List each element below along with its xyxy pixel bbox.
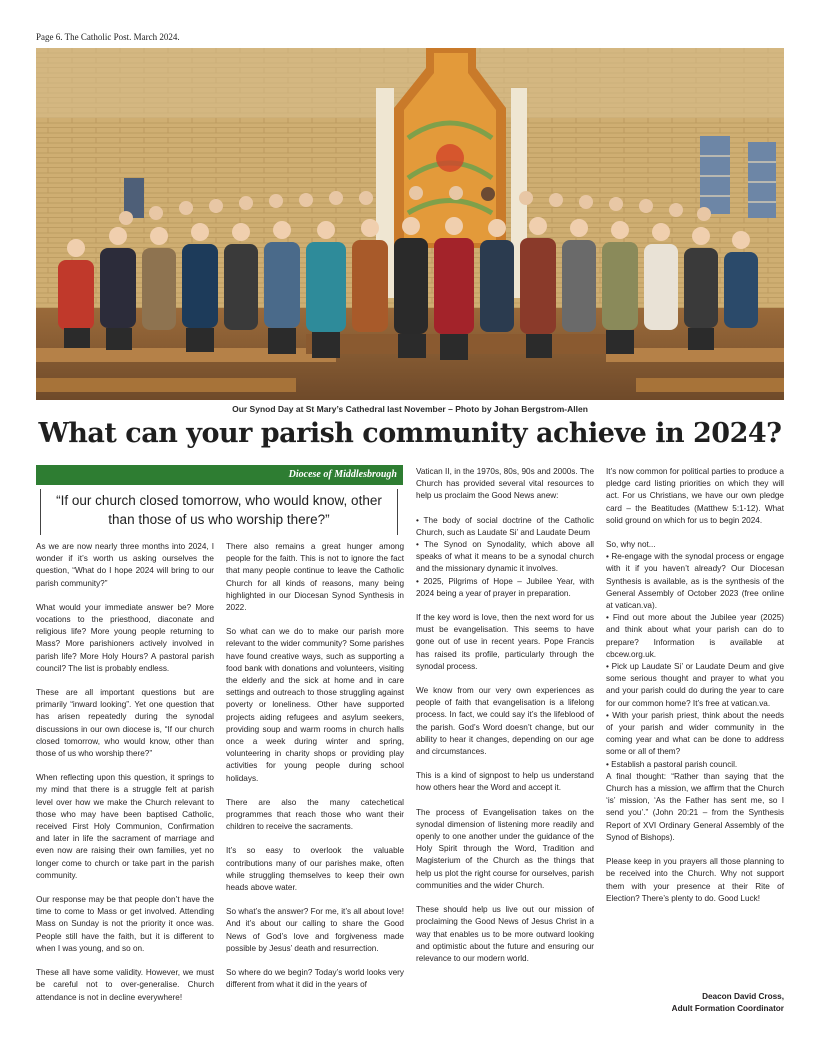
paragraph: These all have some validity. However, we must be careful not to over-generalise. Church attendance is not in decline everywhere!: [36, 968, 214, 1002]
photo-caption: Our Synod Day at St Mary’s Cathedral last November – Photo by Johan Bergstrom-Allen: [232, 404, 588, 414]
bullet-item: • With your parish priest, think about the needs of your parish and wider community in the coming year and what can be done to address some or all of them?: [606, 710, 784, 757]
bullet-item: • 2025, Pilgrims of Hope – Jubilee Year, with 2024 being a year of prayer in preparation.: [416, 576, 594, 598]
page-header: Page 6. The Catholic Post. March 2024.: [36, 32, 180, 42]
article-column-4: [606, 466, 784, 966]
paragraph: So what can we do to make our parish more relevant to the wider community? Some parishes have found creative ways, such as supporting a food bank with donations and volunteers, visiting the elderly and the sick at home and in care settings and outreach to those struggling against poverty or loneliness. Other have supported projects aiding refugees and asylum seekers, providing soup and warm rooms in church halls once a week during winter and spring, volunteering in charity shops or providing play activities for young people during school holidays.: [226, 627, 404, 783]
paragraph: A final thought: “Rather than saying that the Church has a mission, we affirm that the Church ‘is’ mission, ‘As the Father has sent me, so I send you’.” (John 20:21 – from the Synthesis Report of XVI Ordinary General Assembly of the Synod of Bishops).: [606, 771, 784, 842]
author-signature: [606, 991, 784, 1016]
article-column-2: [226, 541, 404, 1019]
paragraph: It’s so easy to overlook the valuable contributions many of our parishes make, often while struggling themselves to keep their own heads above water.: [226, 846, 404, 893]
bullet-item: • Re-engage with the synodal process or engage with it if you haven’t already? Our Diocesan Synthesis is available, as is the synthesis of the General Assembly of October 2023 (free online at vatican.va).: [606, 552, 784, 611]
paragraph: We know from our very own experiences as people of faith that evangelisation is a lifelong process. In fact, we could say it’s the lifeblood of the parish. God’s Word doesn’t change, but our ability to hear it changes, depending on our age and circumstances.: [416, 686, 594, 757]
paragraph: Vatican II, in the 1970s, 80s, 90s and 2000s. The Church has provided several vital resources to help us proclaim the Good News anew:: [416, 467, 594, 501]
paragraph: So what’s the answer? For me, it’s all about love! And it’s about our calling to share the Good News of God’s love and forgiveness made possible by Jesus’ death and resurrection.: [226, 907, 404, 953]
paragraph: The process of Evangelisation takes on the synodal dimension of listening more readily and openly to one another under the guidance of the Holy Spirit through the Word, Tradition and Magisterium of the Church as the things that help us plot the right course for ourselves, parish communities and the wider Church.: [416, 807, 594, 890]
paragraph: Please keep in you prayers all those planning to be received into the Church. Why not support them with your presence at their Rite of Election? There’s plenty to do. Good Luck!: [606, 857, 784, 903]
byline-bar: Diocese of Middlesbrough: [36, 465, 403, 485]
bullet-item: • Find out more about the Jubilee year (2025) and think about what your parish can do to prepare? Information is available at cbcew.org.uk.: [606, 613, 784, 659]
paragraph: Our response may be that people don’t have the time to come to Mass or get involved. Attending Mass on Sunday is not the priority it once was. People still have the faith, but it is different to when I was young, and so on.: [36, 895, 214, 953]
paragraph: There are also the many catechetical programmes that reach those who want their children to receive the sacraments.: [226, 797, 404, 832]
paragraph: So where do we begin? Today’s world looks very different from what it did in the years of: [226, 968, 404, 990]
pull-quote: “If our church closed tomorrow, who would know, other than those of us who worship there?”: [40, 489, 398, 535]
bullet-item: • Establish a pastoral parish council.: [606, 759, 738, 769]
paragraph: So, why not...: [606, 540, 656, 550]
paragraph: If the key word is love, then the next word for us must be evangelisation. This seems to have gone out of use in recent years. Pope Francis has raised its profile, particularly through the synodal process.: [416, 613, 594, 671]
paragraph: When reflecting upon this question, it springs to my mind that there is a struggle felt at parish level over how we make the Church relevant to those who may have been baptised Catholic, received First Holy Communion, Confirmation and later in life the sacrament of marriage and even now are raising their own families, yet no longer come to church or take part in the parish community.: [36, 773, 214, 880]
paragraph: These should help us live out our mission of proclaiming the Good News of Jesus Christ in a way that enables us to be more outward looking and optimistic about the future and ensuring our relevance to our modern world.: [416, 905, 594, 963]
headline: What can your parish community achieve in 2024?: [38, 418, 782, 449]
paragraph: This is a kind of signpost to help us understand how others hear the Word and accept it.: [416, 771, 594, 793]
photo-illustration: [36, 48, 784, 400]
bullet-item: • Pick up Laudate Si’ or Laudate Deum and give some serious thought and prayer to what you and your parish could do during the year to care for our common home? It’s free at vatican.va.: [606, 662, 784, 708]
paragraph: These are all important questions but are primarily “inward looking”. Yet one question that has arisen repeatedly during the synodal discussions in our own diocese is, “If our church closed tomorrow, who would know, other than those of us who worship there?”: [36, 688, 214, 759]
article-column-3: [416, 466, 594, 1018]
paragraph: As we are now nearly three months into 2024, I wonder if it’s worth us asking ourselves the question, “What do I hope 2024 will bring to our parish community?”: [36, 542, 214, 588]
author-name: Deacon David Cross,: [702, 992, 784, 1001]
bullet-item: • The Synod on Synodality, which above all speaks of what it means to be a synodal church and the missionary dynamic it involves.: [416, 540, 594, 574]
paragraph: What would your immediate answer be? More vocations to the priesthood, diaconate and religious life? More young people returning to Mass? More parishioners actively involved in parish life? More Holy Hours? A pastoral parish council? The list is probably endless.: [36, 602, 214, 673]
article-column-1: [36, 541, 214, 1019]
author-title: Adult Formation Coordinator: [671, 1004, 784, 1014]
paragraph: It’s now common for political parties to produce a pledge card listing priorities on which they will act. For us Christians, we have our own pledge card – the Beatitudes (Matthew 5:1-12). What solid ground on which for us to begin 2024.: [606, 467, 784, 525]
bullet-item: • The body of social doctrine of the Catholic Church, such as Laudate Si’ and Laudate Deum: [416, 515, 594, 537]
paragraph: There also remains a great hunger among people for the faith. This is not to ignore the fact that many people continue to leave the Catholic Church for all kinds of reasons, many being highlighted in our Diocesan Synod Synthesis in 2022.: [226, 542, 404, 613]
synod-group-photo: [36, 48, 784, 400]
